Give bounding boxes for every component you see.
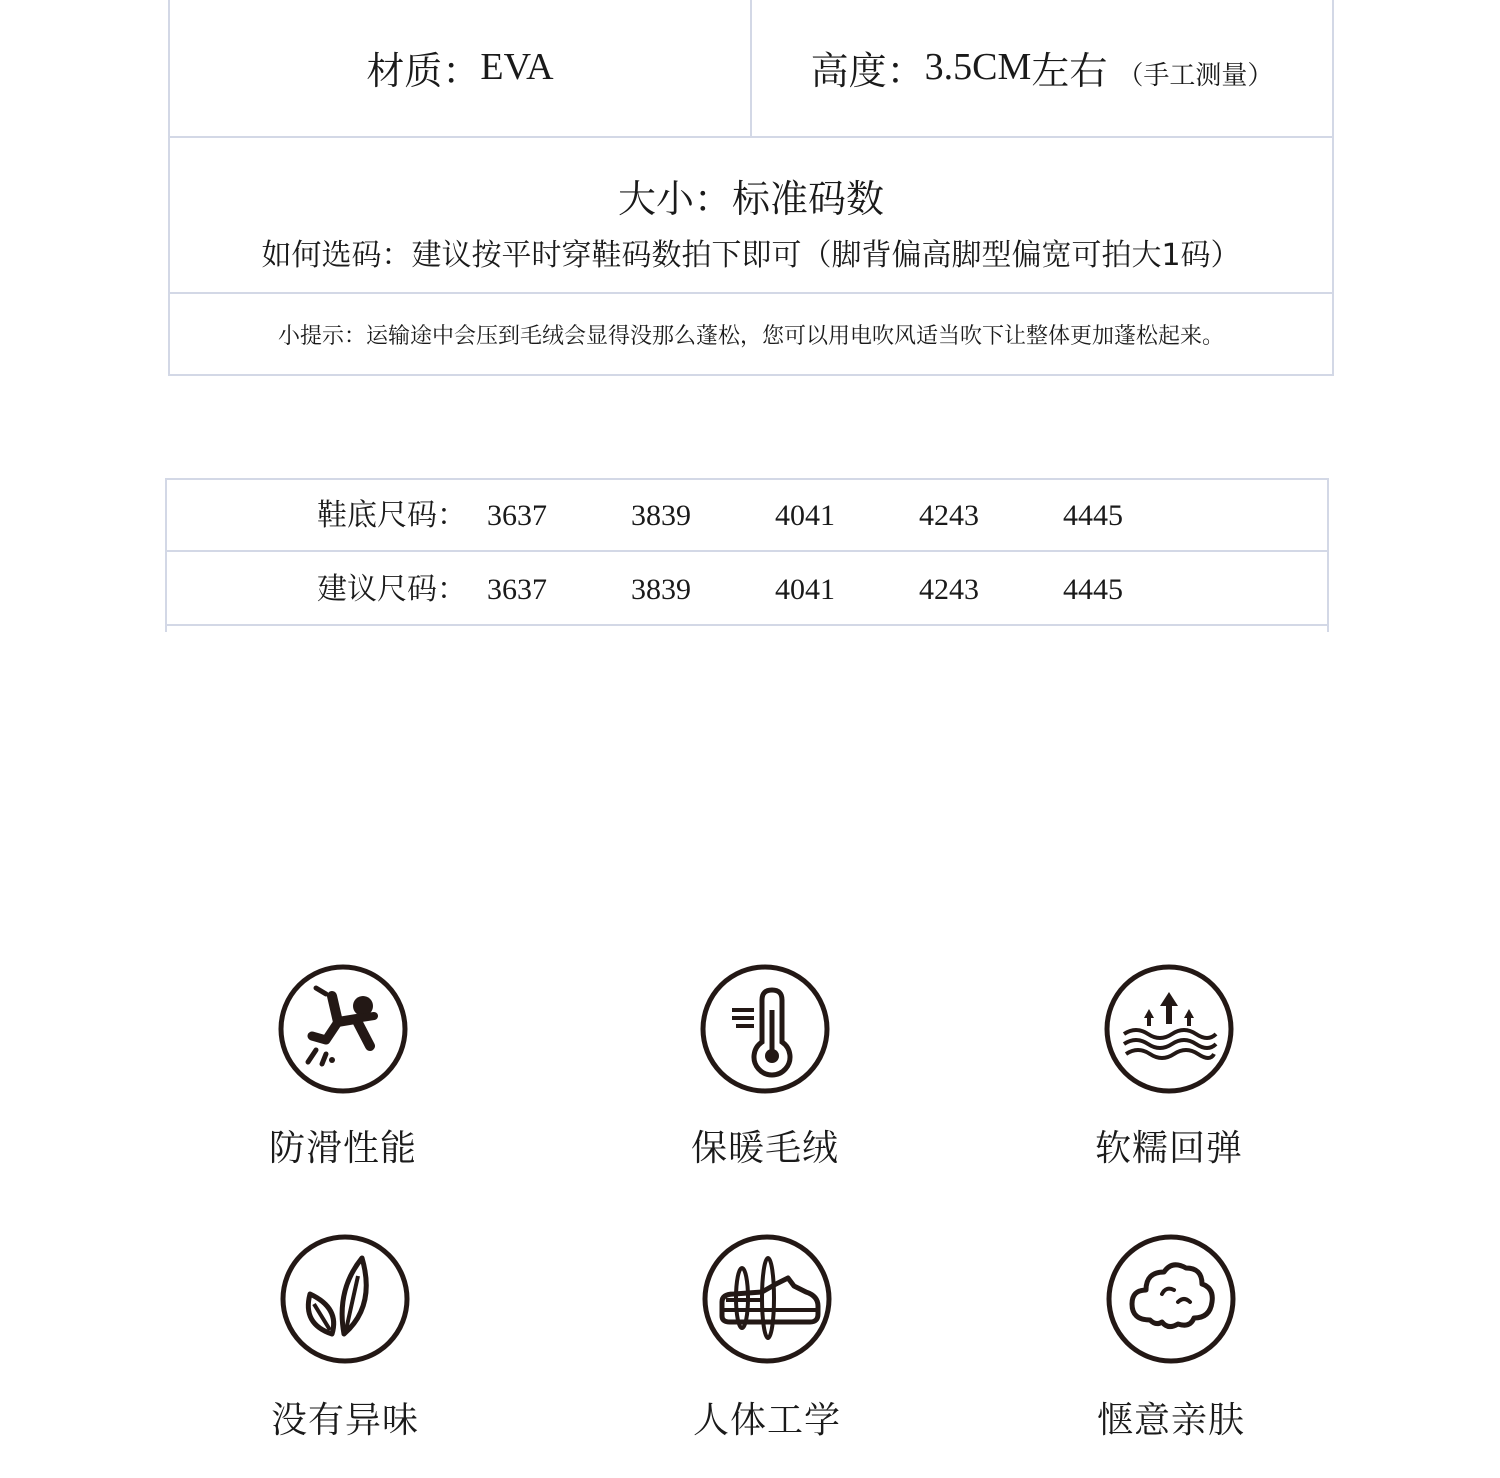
feature-label: 保暖毛绒 bbox=[690, 1128, 839, 1169]
spec-table bbox=[168, 0, 1334, 376]
material-value: EVA bbox=[480, 46, 554, 88]
material-label: 材质： bbox=[366, 48, 481, 93]
feature-ergonomic bbox=[637, 1234, 897, 1443]
table-row bbox=[167, 480, 1327, 552]
table-row bbox=[167, 554, 1327, 626]
size-value: 3839 bbox=[631, 573, 691, 606]
size-value: 4243 bbox=[919, 573, 979, 606]
material-cell bbox=[170, 0, 752, 136]
feature-label: 防滑性能 bbox=[268, 1128, 417, 1169]
cotton-icon bbox=[1106, 1234, 1236, 1364]
height-value: 3.5CM bbox=[924, 46, 1032, 88]
size-value: 4445 bbox=[1063, 499, 1123, 532]
leaf-icon bbox=[280, 1234, 410, 1364]
ergonomic-shoe-icon bbox=[702, 1234, 832, 1364]
size-value: 3839 bbox=[631, 499, 691, 532]
size-advice: 如何选码：建议按平时穿鞋码数拍下即可（脚背偏高脚型偏宽可拍大1码） bbox=[261, 238, 1241, 273]
size-title: 大小：标准码数 bbox=[617, 177, 884, 221]
tip-text: 小提示：运输途中会压到毛绒会显得没那么蓬松，您可以用电吹风适当吹下让整体更加蓬松起来。 bbox=[277, 323, 1224, 349]
size-value: 3637 bbox=[487, 573, 547, 606]
feature-anti-slip bbox=[213, 964, 473, 1171]
size-value: 4041 bbox=[775, 573, 835, 606]
size-value: 4445 bbox=[1063, 573, 1123, 606]
slip-icon bbox=[278, 964, 408, 1094]
size-value: 4041 bbox=[775, 499, 835, 532]
height-label: 高度： bbox=[810, 48, 925, 93]
spec-row-size bbox=[170, 138, 1332, 294]
size-value: 4243 bbox=[919, 499, 979, 532]
feature-label: 惬意亲肤 bbox=[1096, 1400, 1245, 1441]
feature-label: 没有异味 bbox=[270, 1400, 419, 1441]
feature-label: 软糯回弹 bbox=[1094, 1128, 1243, 1169]
feature-no-odor bbox=[215, 1234, 475, 1443]
spec-row-material-height bbox=[170, 0, 1332, 138]
feature-label: 人体工学 bbox=[692, 1400, 841, 1441]
suggested-size-label: 建议尺码： bbox=[317, 572, 467, 607]
height-note: （手工测量） bbox=[1117, 60, 1274, 91]
spec-row-tip bbox=[170, 294, 1332, 374]
height-cell bbox=[752, 0, 1332, 136]
feature-soft-rebound bbox=[1039, 964, 1299, 1171]
size-chart bbox=[165, 478, 1329, 632]
thermometer-icon bbox=[700, 964, 830, 1094]
height-suffix: 左右 bbox=[1031, 48, 1108, 93]
size-value: 3637 bbox=[487, 499, 547, 532]
feature-skin-friendly bbox=[1041, 1234, 1301, 1443]
rebound-icon bbox=[1104, 964, 1234, 1094]
feature-warm-plush bbox=[635, 964, 895, 1171]
sole-size-label: 鞋底尺码： bbox=[317, 498, 467, 533]
